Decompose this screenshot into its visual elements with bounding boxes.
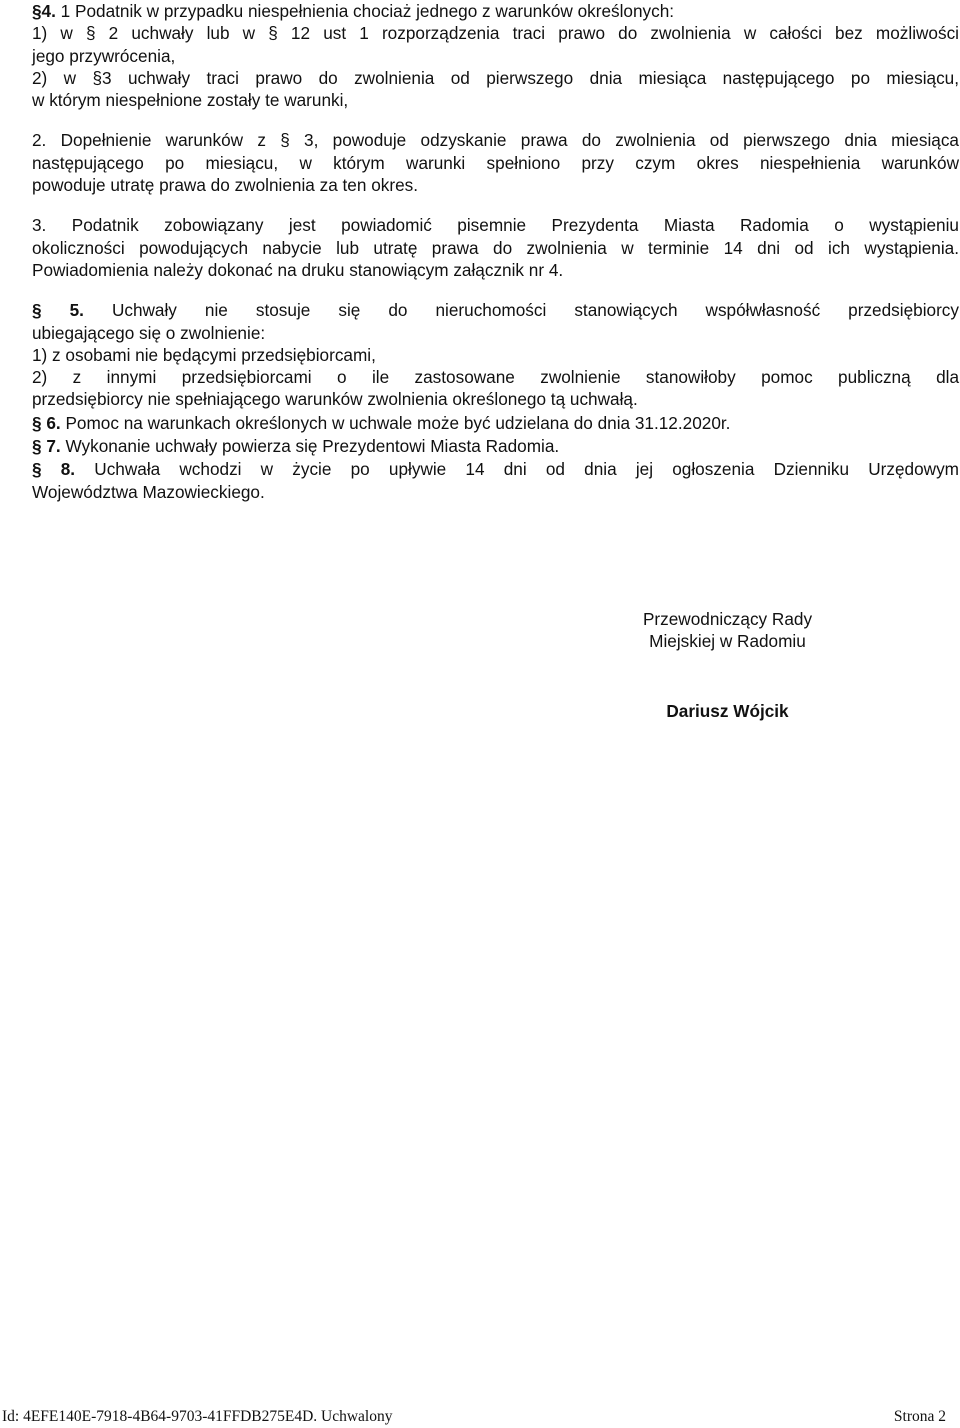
section-4-intro: 1 Podatnik w przypadku niespełnienia chociaż jednego z warunków określonych:: [55, 1, 675, 21]
section-4-p2-line-2: następującego po miesiącu, w którym warunki spełniono przy czym okres niespełnienia warunków: [32, 152, 959, 173]
section-8-line-2: Województwa Mazowieckiego.: [32, 481, 265, 502]
document-id: Id: 4EFE140E-7918-4B64-9703-41FFDB275E4D. Uchwalony: [2, 1408, 393, 1425]
signature-title-line-2: Miejskiej w Radomiu: [649, 631, 806, 652]
section-4-heading-line: [32, 0, 959, 22]
section-4-item-2-line-2: w którym niespełnione zostały te warunki,: [32, 90, 349, 111]
section-5-item-2-line-2: przedsiębiorcy nie spełniającego warunków zwolnienia określonego tą uchwałą.: [32, 389, 638, 410]
section-6-text: Pomoc na warunkach określonych w uchwale może być udzielana do dnia 31.12.2020r.: [60, 412, 731, 433]
section-7: [32, 435, 959, 457]
page-number: Strona 2: [893, 1408, 946, 1425]
signature-name: Dariusz Wójcik: [666, 700, 789, 721]
section-4-paragraph-3: [32, 214, 959, 281]
section-4-p2-line-1: 2. Dopełnienie warunków z § 3, powoduje odzyskanie prawa do zwolnienia od pierwszego dnia miesiąca: [32, 130, 959, 151]
section-4-p3-line-1: 3. Podatnik zobowiązany jest powiadomić pisemnie Prezydenta Miasta Radomia o wystąpieniu: [32, 215, 959, 236]
section-8-text: Uchwała wchodzi w życie po upływie 14 dni od dnia jej ogłoszenia Dzienniku Urzędowym: [75, 459, 959, 480]
section-4-p3-line-3: Powiadomienia należy dokonać na druku stanowiącym załącznik nr 4.: [32, 259, 564, 280]
section-5-item-2-line-1: 2) z innymi przedsiębiorcami o ile zastosowane zwolnienie stanowiłoby pomoc publiczną dla: [32, 367, 959, 388]
section-4-marker: §4.: [32, 1, 56, 21]
section-4-paragraph-2: [32, 129, 959, 196]
section-7-marker: § 7.: [32, 436, 61, 457]
document-body: [32, 0, 959, 503]
section-5-intro: Uchwały nie stosuje się do nieruchomości stanowiących współwłasność przedsiębiorcy: [83, 300, 959, 321]
section-4-item-2-line-1: 2) w §3 uchwały traci prawo do zwolnienia od pierwszego dnia miesiąca następującego po miesiącu,: [32, 67, 959, 88]
signature-title-line-1: Przewodniczący Rady: [642, 609, 813, 629]
section-5-line-2: ubiegającego się o zwolnienie:: [32, 322, 266, 343]
section-5-heading-line: [32, 299, 959, 321]
section-6-marker: § 6.: [32, 412, 61, 433]
section-8: [32, 458, 959, 503]
section-4-item-1-line-2: jego przywrócenia,: [32, 45, 176, 66]
section-7-text: Wykonanie uchwały powierza się Prezydentowi Miasta Radomia.: [60, 436, 560, 457]
signature-block: [560, 608, 895, 722]
page-footer: [0, 1406, 960, 1428]
section-8-marker: § 8.: [32, 459, 76, 480]
section-4-p3-line-2: okoliczności powodujących nabycie lub utratę prawa do zwolnienia w terminie 14 dni od ich wystąpienia.: [32, 237, 959, 258]
section-5-marker: § 5.: [32, 300, 84, 321]
section-4-p2-line-3: powoduje utratę prawa do zwolnienia za ten okres.: [32, 175, 418, 196]
section-6: [32, 412, 959, 434]
section-4-item-1-line-1: 1) w § 2 uchwały lub w § 12 ust 1 rozporządzenia traci prawo do zwolnienia w całości bez możliwości: [32, 23, 959, 44]
section-4: [32, 0, 959, 111]
section-5-item-1: 1) z osobami nie będącymi przedsiębiorcami,: [32, 344, 376, 365]
section-5: [32, 299, 959, 410]
